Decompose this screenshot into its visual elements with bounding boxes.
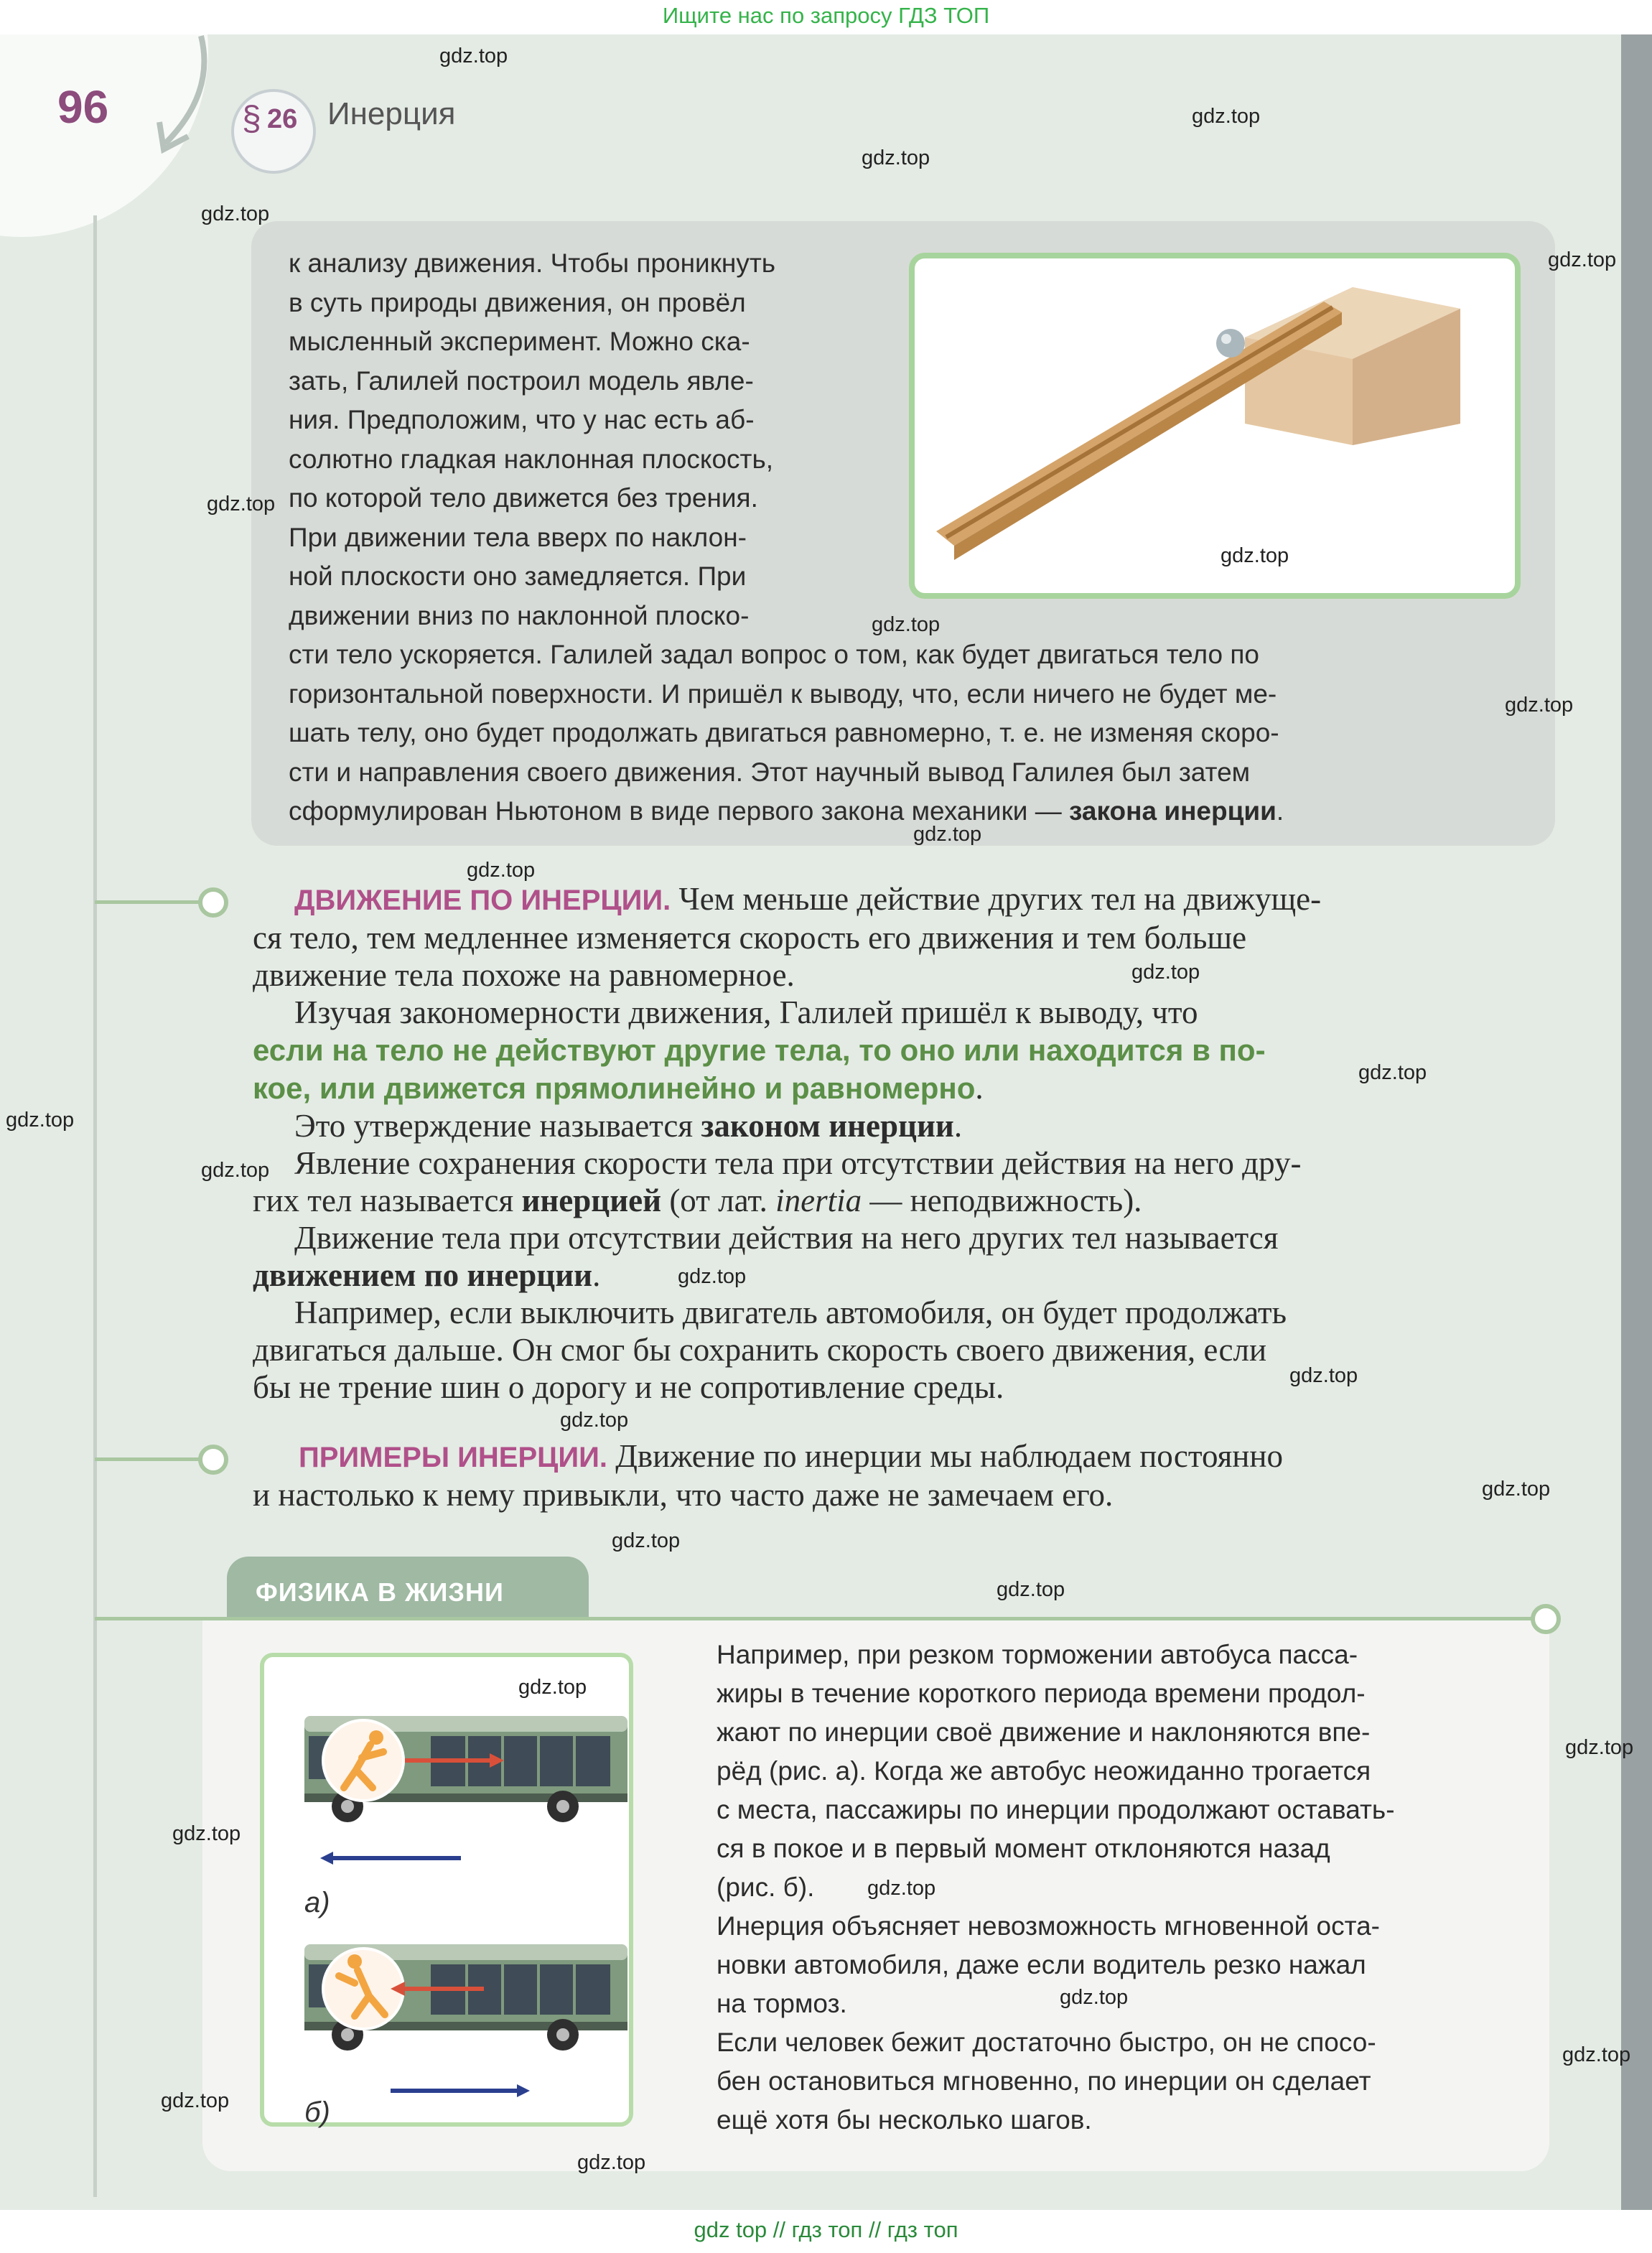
bottom-banner[interactable]: gdz top // гдз топ // гдз топ bbox=[694, 2217, 958, 2242]
right-arrow-icon bbox=[388, 2084, 531, 2098]
text-line: с места, пассажиры по инерции продолжают оставать- bbox=[717, 1795, 1395, 1824]
physics-in-life-text bbox=[717, 1636, 1535, 2140]
text-fragment: Это утверждение называется bbox=[294, 1108, 701, 1144]
physics-in-life-rule bbox=[202, 1617, 1549, 1620]
text-line: ещё хотя бы несколько шагов. bbox=[717, 2105, 1092, 2135]
text-line: ся тело, тем медленнее изменяется скорость его движения и тем больше bbox=[253, 920, 1247, 956]
text-fragment: — неподвижность). bbox=[862, 1183, 1142, 1218]
text-line: бен остановиться мгновенно, по инерции он сделает bbox=[717, 2066, 1371, 2096]
text-line bbox=[253, 880, 1559, 919]
text-line: жиры в течение короткого периода времени продол- bbox=[717, 1679, 1366, 1708]
watermark: gdz.top bbox=[560, 1409, 629, 1432]
text-line bbox=[253, 1107, 1559, 1144]
text-line: зать, Галилей построил модель явле- bbox=[289, 365, 754, 396]
text-line bbox=[253, 1437, 1559, 1476]
watermark: gdz.top bbox=[1505, 694, 1574, 717]
text-line: к анализу движения. Чтобы проникнуть bbox=[289, 248, 776, 278]
page-edge-shadow bbox=[1621, 34, 1652, 2210]
text-fragment: . bbox=[975, 1070, 984, 1106]
text-line: мысленный эксперимент. Можно ска- bbox=[289, 327, 750, 356]
section-number: 26 bbox=[267, 104, 298, 134]
watermark: gdz.top bbox=[6, 1109, 75, 1132]
bus-braking-illustration bbox=[304, 1702, 635, 1838]
section-title: Инерция bbox=[327, 96, 456, 131]
left-arrow-icon bbox=[320, 1851, 464, 1865]
page-number: 96 bbox=[57, 81, 109, 133]
watermark: gdz.top bbox=[1565, 1736, 1634, 1759]
watermark: gdz.top bbox=[1562, 2043, 1631, 2066]
text-line: рёд (рис. а). Когда же автобус неожиданно трогается bbox=[717, 1756, 1371, 1786]
examples-section bbox=[253, 1437, 1559, 1513]
text-line: солютно гладкая наклонная плоскость, bbox=[289, 444, 774, 474]
law-of-inertia-term: закона инерции bbox=[1069, 796, 1277, 826]
text-fragment: . bbox=[953, 1108, 963, 1144]
inertia-motion-section bbox=[253, 880, 1559, 1406]
text-fragment: Чем меньше действие других тел на движуще- bbox=[671, 881, 1322, 917]
watermark: gdz.top bbox=[862, 146, 930, 169]
section-connector bbox=[95, 1617, 204, 1620]
section-sign: § bbox=[242, 100, 261, 138]
section-node bbox=[1531, 1604, 1561, 1634]
curved-arrow-icon bbox=[144, 29, 230, 158]
text-line: Движение тела при отсутствии действия на него других тел называется bbox=[294, 1220, 1279, 1256]
law-text: кое, или движется прямолинейно и равномерно bbox=[253, 1071, 976, 1105]
watermark: gdz.top bbox=[1221, 544, 1289, 567]
text-line: движении вниз по наклонной плоско- bbox=[289, 600, 750, 630]
text-line bbox=[253, 1182, 1559, 1219]
margin-vertical-line bbox=[93, 215, 97, 2197]
text-line: и настолько к нему привыкли, что часто даже не замечаем его. bbox=[253, 1477, 1114, 1513]
watermark: gdz.top bbox=[467, 859, 536, 882]
watermark: gdz.top bbox=[1548, 248, 1617, 271]
watermark: gdz.top bbox=[201, 202, 270, 225]
figure-a-label: а) bbox=[304, 1887, 330, 1918]
section-connector bbox=[95, 1457, 210, 1461]
inertia-motion-heading: ДВИЖЕНИЕ ПО ИНЕРЦИИ. bbox=[294, 885, 671, 916]
watermark: gdz.top bbox=[1192, 105, 1261, 128]
watermark: gdz.top bbox=[872, 613, 941, 636]
text-line: Если человек бежит достаточно быстро, он не спосо- bbox=[717, 2028, 1376, 2057]
watermark: gdz.top bbox=[577, 2151, 646, 2174]
watermark: gdz.top bbox=[612, 1529, 681, 1552]
bus-figure-frame bbox=[260, 1653, 633, 2127]
watermark: gdz.top bbox=[997, 1578, 1065, 1601]
text-fragment: сформулирован Ньютоном в виде первого закона механики — bbox=[289, 796, 1070, 826]
section-node bbox=[198, 887, 228, 918]
watermark: gdz.top bbox=[201, 1159, 270, 1182]
watermark: gdz.top bbox=[1131, 961, 1200, 984]
figure-b-label: б) bbox=[304, 2096, 330, 2128]
watermark: gdz.top bbox=[161, 2089, 230, 2112]
watermark: gdz.top bbox=[867, 1877, 936, 1900]
watermark: gdz.top bbox=[518, 1676, 587, 1699]
text-line: бы не трение шин о дорогу и не сопротивление среды. bbox=[253, 1369, 1004, 1405]
text-fragment: гих тел называется bbox=[253, 1183, 522, 1218]
text-line: Изучая закономерности движения, Галилей пришёл к выводу, что bbox=[294, 994, 1198, 1030]
text-line: Например, при резком торможении автобуса пасса- bbox=[717, 1640, 1358, 1669]
text-line: по которой тело движется без трения. bbox=[289, 483, 758, 513]
watermark: gdz.top bbox=[1289, 1364, 1358, 1387]
text-fragment: Движение по инерции мы наблюдаем постоянно bbox=[607, 1438, 1283, 1474]
watermark: gdz.top bbox=[1358, 1061, 1427, 1084]
examples-heading: ПРИМЕРЫ ИНЕРЦИИ. bbox=[299, 1442, 607, 1473]
section-connector bbox=[95, 900, 210, 904]
text-line: сти тело ускоряется. Галилей задал вопрос о том, как будет двигаться тело по bbox=[289, 640, 1259, 669]
watermark: gdz.top bbox=[172, 1822, 241, 1845]
watermark: gdz.top bbox=[207, 493, 276, 516]
text-fragment: (от лат. bbox=[661, 1183, 776, 1218]
text-line: (рис. б). bbox=[717, 1872, 815, 1902]
term-bold: движением по инерции bbox=[253, 1257, 593, 1293]
top-banner[interactable]: Ищите нас по запросу ГДЗ ТОП bbox=[662, 3, 990, 28]
watermark: gdz.top bbox=[1482, 1478, 1551, 1501]
text-line: жают по инерции своё движение и наклоняются впе- bbox=[717, 1717, 1371, 1747]
text-line: Явление сохранения скорости тела при отсутствии действия на него дру- bbox=[294, 1145, 1302, 1181]
galileo-paragraph bbox=[289, 244, 1567, 831]
latin-term: inertia bbox=[775, 1183, 862, 1218]
text-fragment: . bbox=[1276, 796, 1284, 826]
text-line: движение тела похоже на равномерное. bbox=[253, 957, 795, 993]
term-bold: инерцией bbox=[521, 1183, 662, 1218]
text-fragment: . bbox=[592, 1257, 601, 1293]
term-bold: законом инерции bbox=[701, 1108, 954, 1144]
text-line: двигаться дальше. Он смог бы сохранить скорость своего движения, если bbox=[253, 1332, 1267, 1368]
text-line: шать телу, оно будет продолжать двигаться равномерно, т. е. не изменяя скоро- bbox=[289, 718, 1279, 747]
text-line: сти и направления своего движения. Этот научный вывод Галилея был затем bbox=[289, 757, 1251, 787]
text-line: на тормоз. bbox=[717, 1989, 847, 2018]
text-line: Инерция объясняет невозможность мгновенной оста- bbox=[717, 1911, 1381, 1941]
section-node bbox=[198, 1445, 228, 1475]
text-line: новки автомобиля, даже если водитель резко нажал bbox=[717, 1950, 1366, 1979]
text-line: горизонтальной поверхности. И пришёл к выводу, что, если ничего не будет ме- bbox=[289, 678, 1277, 709]
bus-starting-illustration bbox=[304, 1930, 635, 2066]
text-line: При движении тела вверх по наклон- bbox=[289, 522, 747, 552]
watermark: gdz.top bbox=[439, 45, 508, 67]
text-line: в суть природы движения, он провёл bbox=[289, 287, 746, 317]
law-text: если на тело не действуют другие тела, то оно или находится в по- bbox=[253, 1033, 1266, 1067]
text-line: ния. Предположим, что у нас есть аб- bbox=[289, 405, 755, 434]
watermark: gdz.top bbox=[678, 1265, 747, 1288]
text-line: Например, если выключить двигатель автомобиля, он будет продолжать bbox=[294, 1295, 1287, 1330]
text-line bbox=[253, 1256, 1559, 1294]
watermark: gdz.top bbox=[1060, 1986, 1129, 2009]
watermark: gdz.top bbox=[913, 823, 982, 846]
text-line: ной плоскости оно замедляется. При bbox=[289, 561, 747, 591]
physics-in-life-label: ФИЗИКА В ЖИЗНИ bbox=[256, 1577, 504, 1607]
text-line: ся в покое и в первый момент отклоняются назад bbox=[717, 1834, 1330, 1863]
